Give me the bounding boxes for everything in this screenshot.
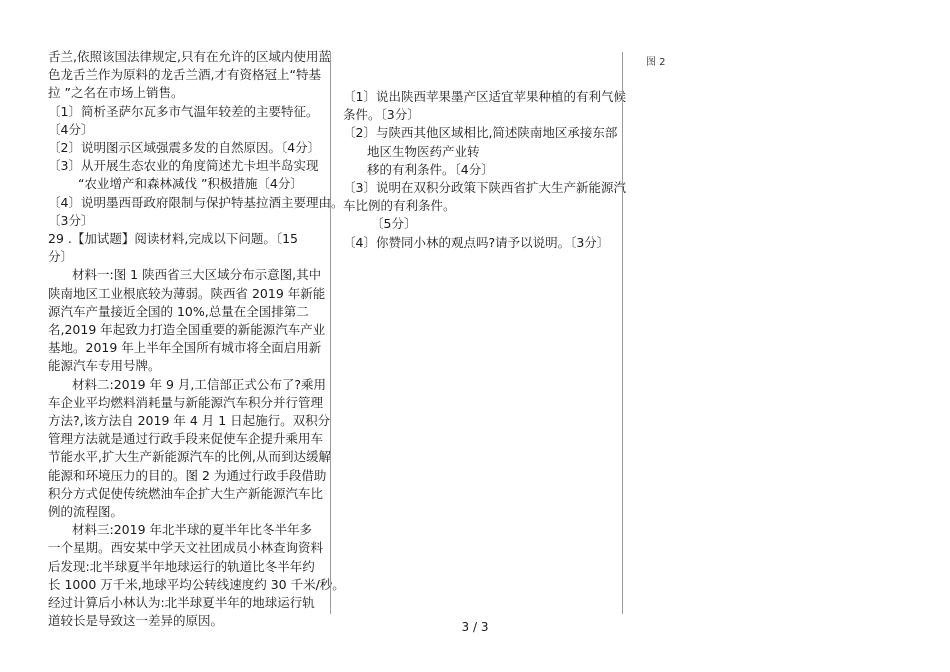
question-1-score: 〔4分〕 [48,121,94,137]
left-text-column [48,48,345,631]
question-1: 〔1〕简析圣萨尔瓦多市气温年较差的主要特征。 [48,103,319,119]
material-2-line: 车企业平均燃料消耗量与新能源汽车积分并行管理 [48,394,324,410]
question-29-heading: 29 .【加试题】阅读材料,完成以下问题。〔15 [48,231,298,247]
question-4-score: 〔3分〕 [48,212,94,228]
question-3-continued: “农业增产和森林减伐 ”积极措施〔4分〕 [78,176,303,192]
subquestion-3-score: 〔5分〕 [371,216,417,232]
subquestion-1-continued: 条件。〔3分〕 [343,107,420,123]
material-3-line: 后发现:北半球夏半年地球运行的轨道比冬半年约 [48,558,315,574]
column-divider [330,52,331,614]
material-2-line: 管理方法就是通过行政手段来促使车企提升乘用车 [48,431,324,447]
material-2-line: 节能水平,扩大生产新能源汽车的比例,从而到达缓解 [48,449,331,465]
material-2-line: 例的流程图。 [48,504,124,520]
subquestion-2-continued: 移的有利条件。〔4分〕 [367,161,494,177]
subquestion-1: 〔1〕说出陕西苹果墨产区适宜苹果种植的有利气候 [343,89,626,104]
figure-label: 图 2 [646,57,666,68]
material-3-line: 道较长是导致这一差异的原因。 [48,613,224,629]
column-divider [622,52,623,614]
material-1-line: 陕南地区工业根底较为薄弱。陕西省 2019 年新能 [48,285,326,301]
material-1-line: 能源汽车专用号牌。 [48,358,161,374]
text-line: 舌兰,依照该国法律规定,只有在允许的区域内使用蓝 [48,49,331,64]
material-3-line: 一个星期。西安某中学天文社团成员小林查询资料 [48,540,324,556]
page-number: 3 / 3 [461,620,489,634]
question-4: 〔4〕说明墨西哥政府限制与保护特基拉酒主要理由。 [48,194,344,210]
question-29-score: 分〕 [48,249,74,265]
subquestion-2: 〔2〕与陕西其他区域相比,简述陕南地区承接东部 [343,125,618,141]
material-2-line: 方法?,该方法自 2019 年 4 月 1 日起施行。双积分 [48,413,331,429]
material-1-line: 源汽车产量接近全国的 10%,总量在全国排第二 [48,303,309,319]
material-3-line: 经过计算后小林认为:北半球夏半年的地球运行轨 [48,595,315,611]
text-line: 色龙舌兰作为原料的龙舌兰酒,才有资格冠上“特基 [48,67,321,83]
middle-text-column [343,88,626,252]
figure-2-area [646,56,666,70]
subquestion-2-continued: 地区生物医药产业转 [367,143,480,159]
text-line: 拉 ”之名在市场上销售。 [48,85,184,101]
material-3-line: 材料三:2019 年北半球的夏半年比冬半年多 [72,522,312,538]
material-2-line: 材料二:2019 年 9 月,工信部正式公布了?乘用 [72,376,327,392]
material-3-line: 长 1000 万千米,地球平均公转线速度约 30 千米/秒。 [48,576,345,592]
material-2-line: 能源和环境压力的目的。图 2 为通过行政手段借助 [48,467,327,483]
question-3: 〔3〕从开展生态农业的角度简述尤卡坦半岛实现 [48,158,319,174]
material-1-line: 材料一:图 1 陕西省三大区域分布示意图,其中 [72,267,322,283]
material-1-line: 基地。2019 年上半年全国所有城市将全面启用新 [48,340,322,356]
material-2-line: 积分方式促使传统燃油车企扩大生产新能源汽车比 [48,485,324,501]
subquestion-3-continued: 车比例的有利条件。 [343,198,456,214]
subquestion-3: 〔3〕说明在双积分政策下陕西省扩大生产新能源汽 [343,180,626,196]
material-1-line: 名,2019 年起致力打造全国重要的新能源汽车产业 [48,322,326,338]
question-2: 〔2〕说明图示区域强震多发的自然原因。〔4分〕 [48,140,321,156]
subquestion-4: 〔4〕你赞同小林的观点吗?请予以说明。〔3分〕 [343,234,610,250]
